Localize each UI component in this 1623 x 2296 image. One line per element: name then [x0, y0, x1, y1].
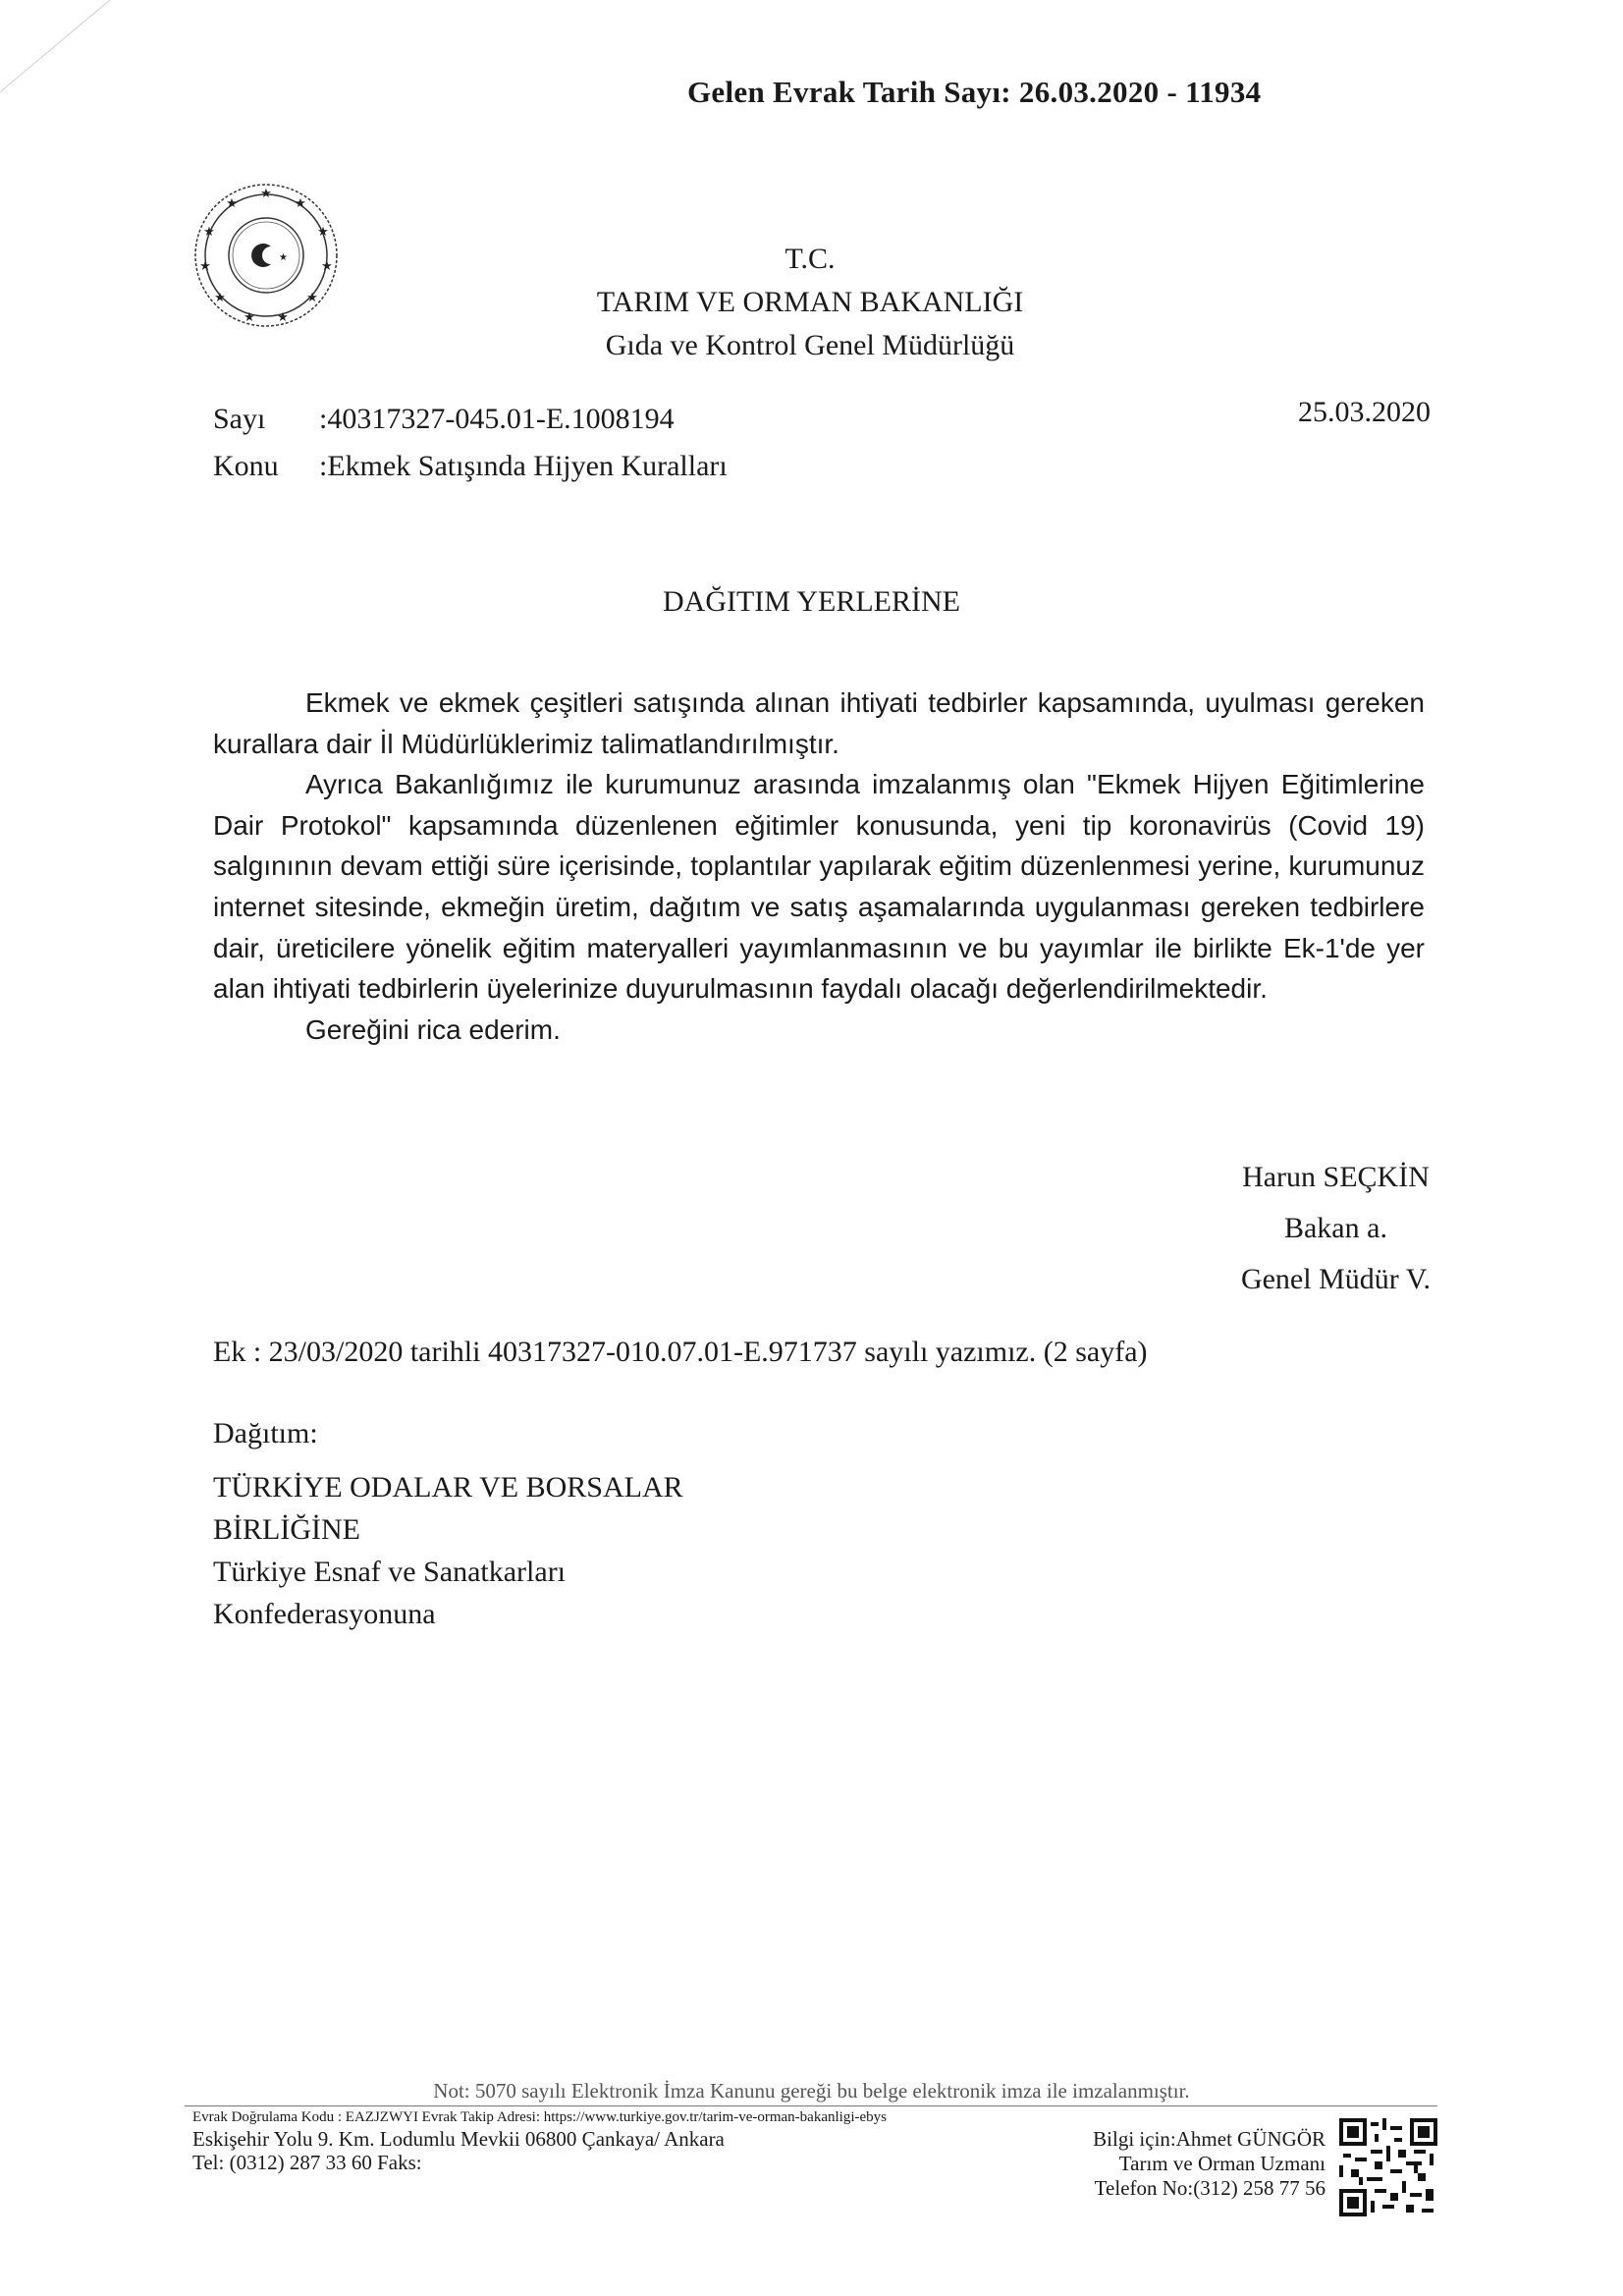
- contact-name: Bilgi için:Ahmet GÜNGÖR: [1093, 2127, 1325, 2151]
- konu-value: :Ekmek Satışında Hijyen Kuralları: [319, 450, 728, 482]
- body-paragraph-1: Ekmek ve ekmek çeşitleri satışında alınan ihtiyati tedbirler kapsamında, uyulması gereken kurallara dair İl Müdürlüklerimiz talimatlandırılmıştır.: [213, 687, 1425, 759]
- signer-role-1: Bakan a.: [1283, 1212, 1387, 1244]
- document-meta: [213, 396, 728, 490]
- distribution-label: Dağıtım:: [213, 1417, 318, 1449]
- svg-text:★: ★: [306, 291, 318, 305]
- address-line: Eskişehir Yolu 9. Km. Lodumlu Mevkii 06800 Çankaya/ Ankara: [192, 2127, 725, 2151]
- footer-address: [192, 2127, 725, 2174]
- footer-contact: [1031, 2127, 1325, 2201]
- sayi-value: :40317327-045.01-E.1008194: [319, 403, 675, 435]
- contact-title: Tarım ve Orman Uzmanı: [1118, 2152, 1325, 2175]
- svg-text:★: ★: [203, 225, 215, 240]
- svg-text:★: ★: [243, 310, 255, 325]
- distribution-item: Konfederasyonuna: [213, 1598, 436, 1630]
- ministry-seal-logo: [192, 182, 340, 329]
- svg-text:★: ★: [277, 310, 289, 325]
- ministry-header: [491, 238, 1129, 367]
- distribution-list: [213, 1466, 683, 1635]
- document-date: 25.03.2020: [1298, 396, 1431, 428]
- konu-label: Konu: [213, 450, 279, 482]
- body-paragraph-3: Gereğini rica ederim.: [305, 1013, 561, 1045]
- distribution-item: TÜRKİYE ODALAR VE BORSALAR: [213, 1471, 683, 1503]
- verification-line: Evrak Doğrulama Kodu : EAZJZWYI Evrak Takip Adresi: https://www.turkiye.gov.tr/tarim-ve-orman-bakanligi-ebys: [192, 2109, 887, 2125]
- sayi-label: Sayı: [213, 403, 266, 435]
- attachment-line: Ek : 23/03/2020 tarihli 40317327-010.07.01-E.971737 sayılı yazımız. (2 sayfa): [213, 1336, 1148, 1368]
- sayi-row: [213, 396, 728, 443]
- letter-body: [213, 683, 1425, 1050]
- svg-text:★: ★: [279, 252, 288, 263]
- header-directorate: Gıda ve Kontrol Genel Müdürlüğü: [605, 329, 1015, 361]
- svg-text:★: ★: [317, 225, 329, 240]
- signer-name: Harun SEÇKİN: [1242, 1161, 1430, 1193]
- incoming-document-stamp: Gelen Evrak Tarih Sayı: 26.03.2020 - 11934: [687, 75, 1262, 109]
- contact-phone: Telefon No:(312) 258 77 56: [1094, 2176, 1325, 2200]
- scan-corner-line: [0, 0, 177, 109]
- svg-text:★: ★: [214, 291, 226, 305]
- svg-text:★: ★: [295, 196, 306, 211]
- body-paragraph-2: Ayrıca Bakanlığımız ile kurumunuz arasında imzalanmış olan "Ekmek Hijyen Eğitimlerine Dair Protokol" kapsamında düzenlenen eğitimler konusunda, yeni tip koronavirüs (Covid 19) salgınının devam ettiği süre içerisinde, toplantılar yapılarak eğitim düzenlenmesi yerine, kurumunuz internet sitesinde, ekmeğin üretim, dağıtım ve satış aşamalarında uygulanması gereken tedbirlere dair, üreticilere yönelik eğitim materyalleri yayımlanmasının ve bu yayımlar ile birlikte Ek-1'de yer alan ihtiyati tedbirlerin üyelerinize duyurulmasının faydalı olacağı değerlendirilmektedir.: [213, 769, 1425, 1005]
- header-tc: T.C.: [784, 243, 836, 275]
- svg-text:★: ★: [321, 259, 333, 274]
- distribution-item: BİRLİĞİNE: [213, 1513, 360, 1546]
- svg-text:★: ★: [226, 196, 238, 211]
- phone-line: Tel: (0312) 287 33 60 Faks:: [192, 2151, 422, 2174]
- e-signature-note: Not: 5070 sayılı Elektronik İmza Kanunu gereği bu belge elektronik imza ile imzalanmıştır.: [433, 2079, 1190, 2103]
- konu-row: [213, 443, 728, 490]
- header-ministry: TARIM VE ORMAN BAKANLIĞI: [596, 286, 1024, 318]
- footer-divider: [185, 2105, 1437, 2106]
- qr-code-icon: [1339, 2118, 1437, 2216]
- svg-text:★: ★: [260, 187, 272, 201]
- svg-text:★: ★: [199, 259, 211, 274]
- signer-role-2: Genel Müdür V.: [1240, 1263, 1431, 1295]
- distribution-item: Türkiye Esnaf ve Sanatkarları: [213, 1556, 567, 1588]
- addressee-title: DAĞITIM YERLERİNE: [662, 585, 960, 618]
- signature-block: [1241, 1152, 1431, 1305]
